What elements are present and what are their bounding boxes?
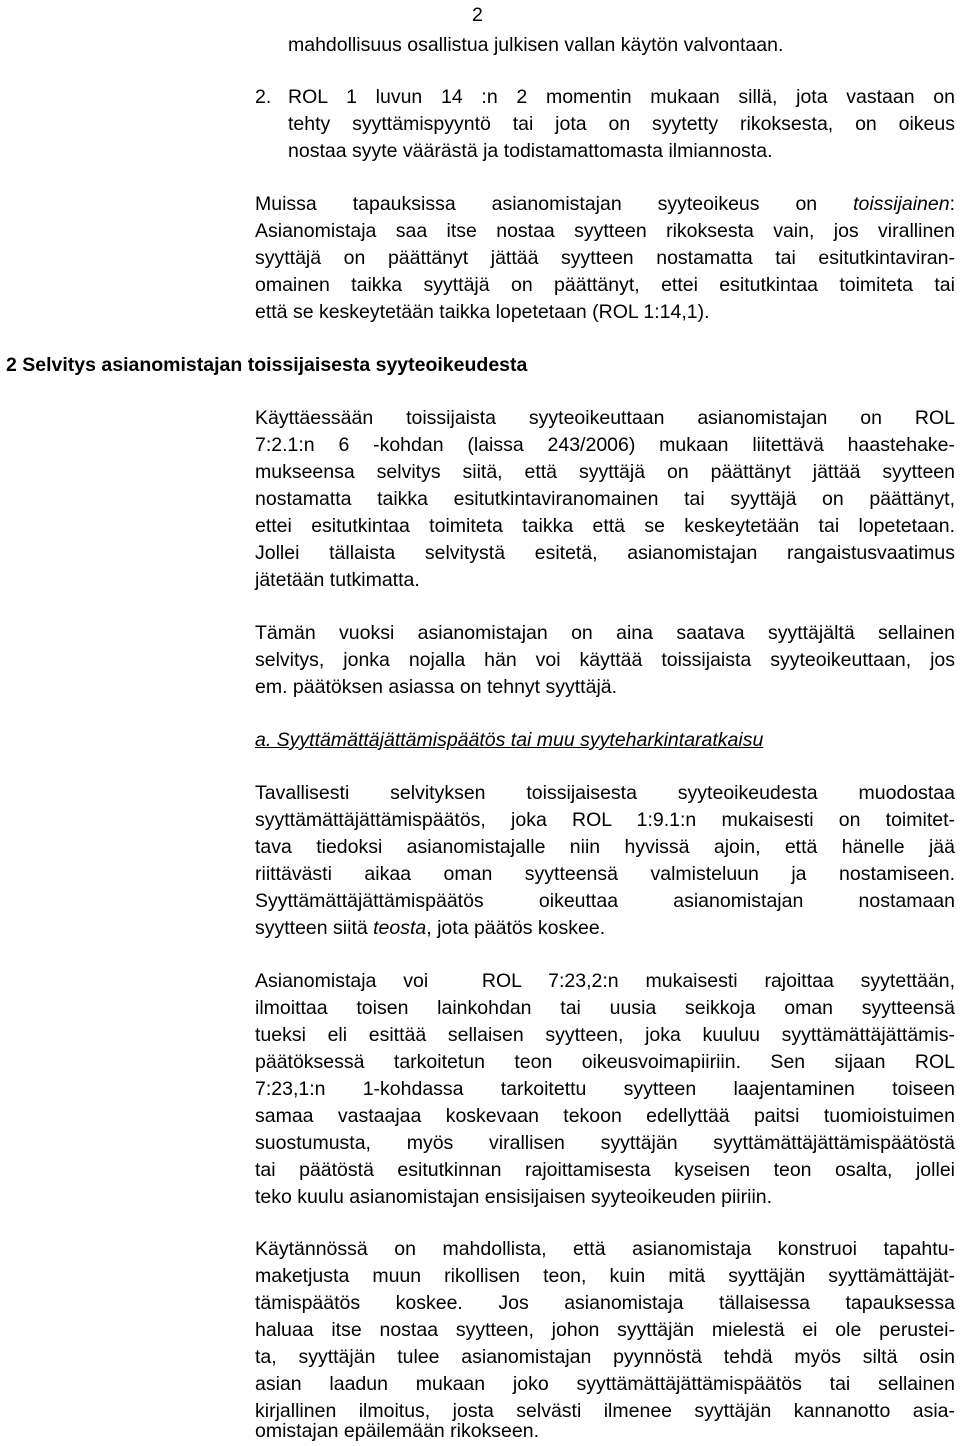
paragraph-line: suostumusta, myös virallisen syyttäjän syyttämättäjättämispäätöstä bbox=[255, 1132, 955, 1154]
paragraph-line: tueksi eli esittää sellaisen syytteen, joka kuuluu syyttämättäjättämis- bbox=[255, 1024, 955, 1046]
paragraph-line: ta, syyttäjän tulee asianomistajan pyynnöstä tehdä myös siltä osin bbox=[255, 1346, 955, 1368]
paragraph-line: 7:23,1:n 1-kohdassa tarkoitettu syytteen laajentaminen toiseen bbox=[255, 1078, 955, 1100]
paragraph-line: nostamatta taikka esitutkintaviranomainen tai syyttäjä on päättänyt, bbox=[255, 488, 955, 510]
paragraph-line: samaa vastaajaa koskevaan tekoon edellyttää paitsi tuomioistuimen bbox=[255, 1105, 955, 1127]
paragraph-line: syyttäjä on päättänyt jättää syytteen nostamatta tai esitutkintaviran- bbox=[255, 247, 955, 269]
paragraph-line: maketjusta muun rikollisen teon, kuin mitä syyttäjän syyttämättäjät- bbox=[255, 1265, 955, 1287]
subheading: a. Syyttämättäjättämispäätös tai muu syyteharkintaratkaisu bbox=[255, 729, 764, 751]
paragraph-line: Syyttämättäjättämispäätös oikeuttaa asianomistajan nostamaan bbox=[255, 890, 955, 912]
paragraph-line: kirjallinen ilmoitus, josta selvästi ilmenee syyttäjän kannanotto asia- bbox=[255, 1400, 955, 1422]
paragraph-line: syyttämättäjättämispäätös, joka ROL 1:9.1:n mukaisesti on toimitet- bbox=[255, 809, 955, 831]
section-heading: 2 Selvitys asianomistajan toissijaisesta syyteoikeudesta bbox=[6, 354, 528, 376]
list-number: 2. bbox=[255, 86, 272, 108]
italic-term: toissijainen bbox=[853, 193, 950, 215]
paragraph-line: omainen taikka syyttäjä on päättänyt, ettei esitutkintaa toimiteta tai bbox=[255, 274, 955, 296]
paragraph-line: päätöksessä tarkoitetun teon oikeusvoimapiiriin. Sen sijaan ROL bbox=[255, 1051, 955, 1073]
paragraph-line: Tämän vuoksi asianomistajan on aina saatava syyttäjältä sellainen bbox=[255, 622, 955, 644]
paragraph-line: tava tiedoksi asianomistajalle niin hyvissä ajoin, että hänelle jää bbox=[255, 836, 955, 858]
paragraph-line: asian laadun mukaan joko syyttämättäjättämispäätös tai sellainen bbox=[255, 1373, 955, 1395]
paragraph-line: Jollei tällaista selvitystä esitetä, asianomistajan rangaistusvaatimus bbox=[255, 542, 955, 564]
paragraph-line: Käytännössä on mahdollista, että asianomistaja konstruoi tapahtu- bbox=[255, 1238, 955, 1260]
intro-line: mahdollisuus osallistua julkisen vallan käytön valvontaan. bbox=[288, 34, 784, 56]
paragraph-line: teko kuulu asianomistajan ensisijaisen syyteoikeuden piiriin. bbox=[255, 1186, 773, 1208]
paragraph-line: ilmoittaa toisen lainkohdan tai uusia seikkoja oman syytteensä bbox=[255, 997, 955, 1019]
paragraph-line bbox=[255, 191, 955, 217]
paragraph-line: tämispäätös koskee. Jos asianomistaja tällaisessa tapauksessa bbox=[255, 1292, 955, 1314]
list-item-line: tehty syyttämispyyntö tai jota on syytetty rikoksesta, on oikeus bbox=[288, 113, 955, 135]
text-run: : bbox=[949, 193, 956, 215]
paragraph-line: ettei esitutkintaa toimiteta taikka että se keskeytetään tai lopetetaan. bbox=[255, 515, 955, 537]
paragraph-line: mukseensa selvitys siitä, että syyttäjä on päättänyt jättää syytteen bbox=[255, 461, 955, 483]
list-item-line: nostaa syyte väärästä ja todistamattomasta ilmiannosta. bbox=[288, 140, 773, 162]
list-item-line: ROL 1 luvun 14 :n 2 momentin mukaan sillä, jota vastaan on bbox=[288, 86, 955, 108]
text-run: , jota päätös koskee. bbox=[426, 917, 606, 939]
paragraph-line: Tavallisesti selvityksen toissijaisesta syyteoikeudesta muodostaa bbox=[255, 782, 955, 804]
paragraph-line: omistajan epäilemään rikokseen. bbox=[255, 1420, 539, 1442]
paragraph-line: tai päätöstä esitutkinnan rajoittamisesta kyseisen teon osalta, jollei bbox=[255, 1159, 955, 1181]
paragraph-line: Käyttäessään toissijaista syyteoikeuttaan asianomistajan on ROL bbox=[255, 407, 955, 429]
page-number: 2 bbox=[472, 4, 483, 26]
italic-term: teosta bbox=[373, 917, 427, 939]
text-run: syytteen siitä bbox=[255, 917, 374, 939]
paragraph-line: Asianomistaja voi ROL 7:23,2:n mukaisesti rajoittaa syytettään, bbox=[255, 970, 955, 992]
paragraph-line: haluaa itse nostaa syytteen, johon syyttäjän mielestä ei ole perustei- bbox=[255, 1319, 955, 1341]
paragraph-line: 7:2.1:n 6 -kohdan (laissa 243/2006) mukaan liitettävä haastehake- bbox=[255, 434, 955, 456]
paragraph-line: riittävästi aikaa oman syytteensä valmisteluun ja nostamiseen. bbox=[255, 863, 955, 885]
paragraph-line: jätetään tutkimatta. bbox=[255, 569, 420, 591]
paragraph-line: em. päätöksen asiassa on tehnyt syyttäjä. bbox=[255, 676, 618, 698]
paragraph-line: että se keskeytetään taikka lopetetaan (ROL 1:14,1). bbox=[255, 301, 710, 323]
text-run: Muissa tapauksissa asianomistajan syyteoikeus on bbox=[255, 193, 818, 215]
paragraph-line: Asianomistaja saa itse nostaa syytteen rikoksesta vain, jos virallinen bbox=[255, 220, 955, 242]
paragraph-line bbox=[255, 915, 605, 941]
paragraph-line: selvitys, jonka nojalla hän voi käyttää toissijaista syyteoikeuttaan, jos bbox=[255, 649, 955, 671]
